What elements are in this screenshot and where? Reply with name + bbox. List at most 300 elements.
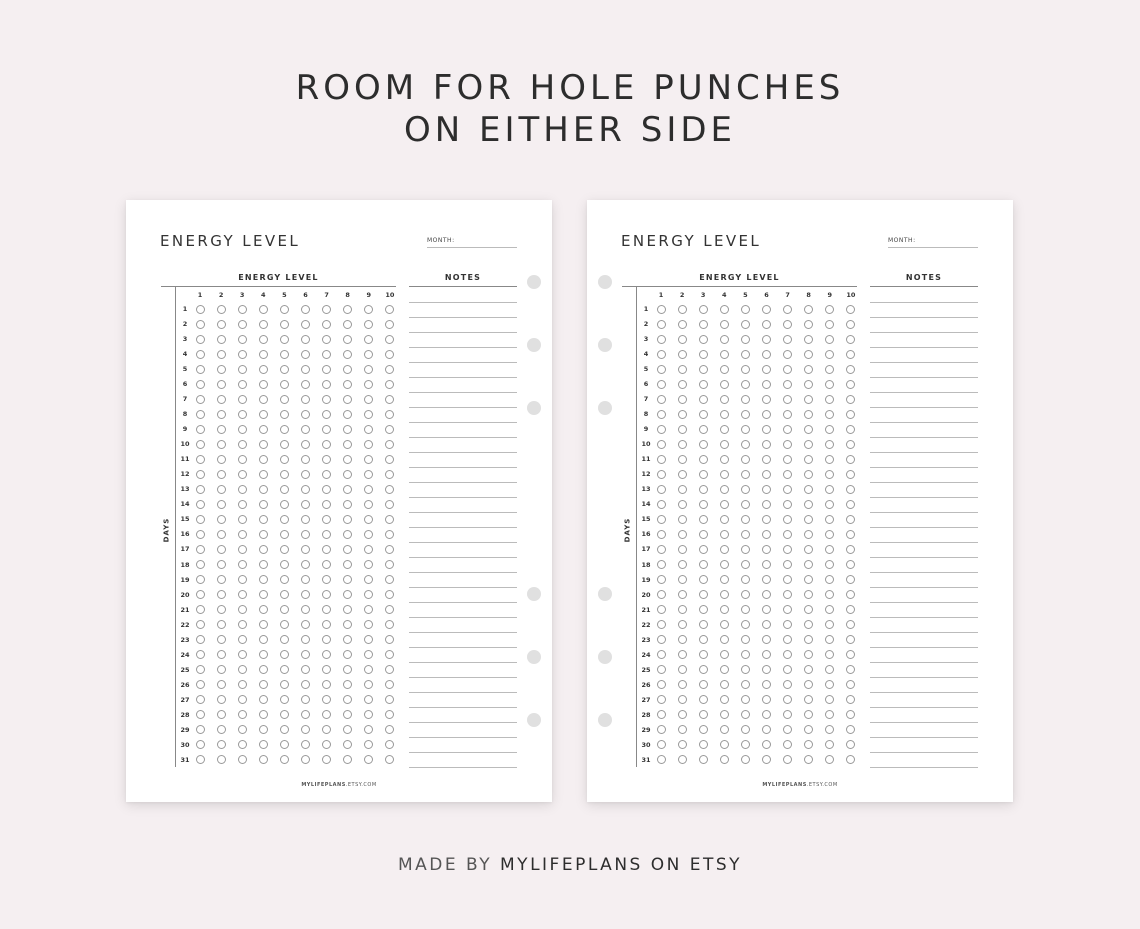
level-column-number: 4: [722, 291, 727, 299]
energy-circle: [322, 665, 331, 674]
energy-circle: [741, 755, 750, 764]
energy-circle: [238, 455, 247, 464]
energy-circle: [322, 590, 331, 599]
day-row-number: 3: [182, 335, 188, 344]
note-line: [870, 752, 978, 753]
energy-circle: [385, 425, 394, 434]
day-row-number: 27: [180, 695, 190, 704]
energy-circle: [280, 350, 289, 359]
energy-circle: [301, 680, 310, 689]
energy-circle: [657, 530, 666, 539]
energy-circle: [741, 560, 750, 569]
energy-circle: [238, 695, 247, 704]
energy-circle: [720, 605, 729, 614]
note-line: [870, 362, 978, 363]
energy-circle: [783, 620, 792, 629]
energy-circle: [217, 560, 226, 569]
energy-circle: [217, 485, 226, 494]
energy-circle: [322, 440, 331, 449]
energy-circle: [280, 725, 289, 734]
energy-circle: [385, 485, 394, 494]
energy-circle: [678, 680, 687, 689]
energy-circle: [259, 470, 268, 479]
energy-circle: [678, 575, 687, 584]
page-credit-brand: MYLIFEPLANS: [301, 782, 346, 788]
energy-circle: [804, 485, 813, 494]
energy-circle: [259, 500, 268, 509]
note-line: [409, 317, 517, 318]
energy-circle: [364, 485, 373, 494]
energy-circle: [217, 575, 226, 584]
energy-circle: [678, 485, 687, 494]
energy-circle: [343, 500, 352, 509]
energy-circle: [238, 710, 247, 719]
energy-circle: [699, 425, 708, 434]
hole-punch-marker: [598, 275, 612, 289]
energy-circle: [678, 320, 687, 329]
day-row-number: 26: [180, 680, 190, 689]
energy-circle: [657, 665, 666, 674]
energy-circle: [259, 425, 268, 434]
energy-circle: [657, 305, 666, 314]
note-line: [409, 557, 517, 558]
energy-circle: [825, 650, 834, 659]
energy-circle: [238, 620, 247, 629]
energy-circle: [720, 395, 729, 404]
energy-circle: [720, 455, 729, 464]
energy-circle: [196, 350, 205, 359]
energy-circle: [385, 620, 394, 629]
energy-circle: [217, 665, 226, 674]
energy-circle: [783, 605, 792, 614]
energy-circle: [699, 545, 708, 554]
energy-circle: [301, 665, 310, 674]
note-line: [870, 632, 978, 633]
energy-circle: [846, 545, 855, 554]
energy-circle: [196, 440, 205, 449]
energy-circle: [385, 710, 394, 719]
energy-circle: [783, 395, 792, 404]
note-line: [409, 482, 517, 483]
energy-circle: [301, 530, 310, 539]
energy-circle: [385, 665, 394, 674]
energy-circle: [259, 455, 268, 464]
day-row-number: 20: [641, 590, 651, 599]
hole-punch-marker: [527, 713, 541, 727]
energy-circle: [343, 320, 352, 329]
day-row-number: 29: [180, 725, 190, 734]
energy-circle: [196, 665, 205, 674]
energy-circle: [385, 605, 394, 614]
energy-circle: [762, 755, 771, 764]
energy-circle: [217, 350, 226, 359]
energy-circle: [301, 575, 310, 584]
energy-circle: [720, 695, 729, 704]
energy-circle: [720, 740, 729, 749]
energy-circle: [846, 620, 855, 629]
energy-circle: [238, 665, 247, 674]
energy-circle: [804, 440, 813, 449]
energy-circle: [657, 605, 666, 614]
energy-circle: [259, 695, 268, 704]
energy-circle: [238, 440, 247, 449]
energy-circle: [364, 755, 373, 764]
energy-circle: [301, 740, 310, 749]
energy-circle: [238, 590, 247, 599]
energy-circle: [196, 530, 205, 539]
energy-circle: [846, 695, 855, 704]
energy-circle: [720, 710, 729, 719]
energy-circle: [783, 380, 792, 389]
energy-circle: [238, 530, 247, 539]
energy-circle: [217, 710, 226, 719]
day-row-number: 5: [182, 365, 188, 374]
energy-circle: [280, 590, 289, 599]
energy-circle: [196, 500, 205, 509]
energy-circle: [804, 620, 813, 629]
energy-circle: [322, 470, 331, 479]
energy-circle: [280, 530, 289, 539]
energy-circle: [343, 695, 352, 704]
energy-circle: [217, 500, 226, 509]
energy-circle: [825, 485, 834, 494]
energy-circle: [825, 410, 834, 419]
note-line: [409, 497, 517, 498]
note-line: [409, 452, 517, 453]
energy-circle: [364, 500, 373, 509]
day-row-number: 29: [641, 725, 651, 734]
energy-circle: [385, 680, 394, 689]
energy-circle: [741, 635, 750, 644]
energy-circle: [783, 425, 792, 434]
energy-circle: [196, 410, 205, 419]
energy-circle: [846, 485, 855, 494]
energy-circle: [804, 755, 813, 764]
note-line: [870, 557, 978, 558]
note-line: [409, 677, 517, 678]
footer-credit-brand: MYLIFEPLANS ON ETSY: [500, 855, 743, 875]
energy-circle: [364, 680, 373, 689]
energy-circle: [741, 440, 750, 449]
energy-circle: [678, 305, 687, 314]
energy-circle: [720, 515, 729, 524]
energy-circle: [783, 485, 792, 494]
day-row-number: 9: [643, 425, 649, 434]
energy-circle: [804, 575, 813, 584]
energy-circle: [238, 470, 247, 479]
energy-circle: [301, 635, 310, 644]
energy-circle: [196, 305, 205, 314]
energy-circle: [385, 725, 394, 734]
energy-circle: [322, 530, 331, 539]
energy-circle: [804, 350, 813, 359]
energy-circle: [657, 635, 666, 644]
note-line: [409, 707, 517, 708]
energy-circle: [322, 680, 331, 689]
energy-circle: [322, 320, 331, 329]
energy-circle: [783, 695, 792, 704]
note-line: [409, 437, 517, 438]
energy-circle: [762, 350, 771, 359]
energy-circle: [301, 620, 310, 629]
energy-circle: [699, 680, 708, 689]
energy-circle: [825, 455, 834, 464]
energy-circle: [280, 395, 289, 404]
energy-circle: [678, 605, 687, 614]
energy-circle: [678, 665, 687, 674]
energy-circle: [699, 335, 708, 344]
energy-circle: [720, 530, 729, 539]
energy-circle: [196, 710, 205, 719]
energy-circle: [720, 425, 729, 434]
energy-circle: [280, 410, 289, 419]
note-line: [870, 707, 978, 708]
energy-circle: [804, 635, 813, 644]
energy-circle: [678, 410, 687, 419]
energy-circle: [280, 425, 289, 434]
day-row-number: 2: [182, 320, 188, 329]
day-row-number: 13: [641, 485, 651, 494]
energy-circle: [343, 425, 352, 434]
energy-circle: [343, 755, 352, 764]
energy-circle: [364, 470, 373, 479]
energy-circle: [783, 440, 792, 449]
day-row-number: 4: [643, 350, 649, 359]
energy-circle: [657, 620, 666, 629]
energy-circle: [804, 680, 813, 689]
energy-circle: [364, 545, 373, 554]
energy-circle: [259, 350, 268, 359]
day-row-number: 6: [643, 380, 649, 389]
energy-circle: [280, 485, 289, 494]
energy-circle: [804, 605, 813, 614]
energy-circle: [385, 545, 394, 554]
days-rule: [175, 287, 176, 767]
note-line: [409, 347, 517, 348]
energy-circle: [238, 320, 247, 329]
note-line: [409, 752, 517, 753]
energy-circle: [825, 515, 834, 524]
energy-circle: [259, 410, 268, 419]
energy-circle: [238, 755, 247, 764]
energy-circle: [720, 560, 729, 569]
energy-circle: [825, 500, 834, 509]
energy-circle: [846, 380, 855, 389]
day-row-number: 19: [180, 575, 190, 584]
energy-circle: [196, 590, 205, 599]
level-column-number: 8: [345, 291, 350, 299]
energy-circle: [217, 515, 226, 524]
energy-circle: [343, 635, 352, 644]
energy-circle: [280, 515, 289, 524]
page-credit-brand: MYLIFEPLANS: [762, 782, 807, 788]
energy-circle: [699, 440, 708, 449]
hole-punch-marker: [598, 713, 612, 727]
energy-circle: [657, 560, 666, 569]
energy-circle: [804, 710, 813, 719]
energy-circle: [741, 350, 750, 359]
energy-circle: [322, 350, 331, 359]
level-column-number: 6: [764, 291, 769, 299]
energy-circle: [385, 350, 394, 359]
hole-punch-marker: [598, 401, 612, 415]
day-row-number: 20: [180, 590, 190, 599]
energy-circle: [678, 740, 687, 749]
energy-circle: [657, 320, 666, 329]
energy-circle: [343, 440, 352, 449]
day-row-number: 17: [641, 545, 651, 554]
energy-circle: [301, 365, 310, 374]
energy-circle: [343, 410, 352, 419]
energy-circle: [343, 545, 352, 554]
energy-circle: [846, 680, 855, 689]
energy-circle: [741, 695, 750, 704]
energy-circle: [238, 335, 247, 344]
energy-circle: [846, 410, 855, 419]
day-row-number: 15: [180, 515, 190, 524]
headline-line-2: ON EITHER SIDE: [403, 110, 737, 150]
energy-circle: [720, 755, 729, 764]
day-row-number: 11: [641, 455, 651, 464]
energy-circle: [699, 650, 708, 659]
energy-circle: [196, 755, 205, 764]
energy-circle: [322, 725, 331, 734]
energy-circle: [678, 710, 687, 719]
energy-circle: [762, 470, 771, 479]
energy-circle: [217, 650, 226, 659]
energy-circle: [322, 395, 331, 404]
energy-circle: [343, 515, 352, 524]
energy-circle: [385, 305, 394, 314]
note-line: [409, 692, 517, 693]
note-line: [870, 587, 978, 588]
day-row-number: 19: [641, 575, 651, 584]
energy-circle: [217, 320, 226, 329]
day-row-number: 8: [182, 410, 188, 419]
energy-circle: [825, 380, 834, 389]
level-column-number: 4: [261, 291, 266, 299]
energy-circle: [825, 365, 834, 374]
energy-circle: [385, 335, 394, 344]
energy-circle: [720, 470, 729, 479]
energy-circle: [343, 605, 352, 614]
energy-circle: [280, 440, 289, 449]
energy-circle: [217, 725, 226, 734]
energy-circle: [804, 425, 813, 434]
energy-circle: [657, 485, 666, 494]
energy-circle: [678, 440, 687, 449]
energy-circle: [259, 680, 268, 689]
energy-circle: [322, 500, 331, 509]
energy-circle: [741, 515, 750, 524]
energy-circle: [762, 320, 771, 329]
day-row-number: 31: [641, 755, 651, 764]
energy-circle: [259, 380, 268, 389]
energy-circle: [238, 380, 247, 389]
energy-circle: [259, 440, 268, 449]
energy-circle: [741, 575, 750, 584]
energy-circle: [259, 320, 268, 329]
energy-circle: [259, 530, 268, 539]
energy-circle: [846, 350, 855, 359]
energy-circle: [196, 455, 205, 464]
energy-circle: [238, 485, 247, 494]
energy-circle: [741, 605, 750, 614]
note-line: [409, 362, 517, 363]
level-column-number: 9: [366, 291, 372, 299]
energy-circle: [343, 665, 352, 674]
energy-circle: [699, 470, 708, 479]
energy-circle: [217, 395, 226, 404]
energy-circle: [657, 695, 666, 704]
energy-circle: [678, 380, 687, 389]
month-field: MONTH:: [427, 237, 517, 248]
energy-circle: [762, 740, 771, 749]
energy-circle: [804, 320, 813, 329]
day-row-number: 24: [180, 650, 190, 659]
energy-circle: [699, 305, 708, 314]
energy-circle: [741, 500, 750, 509]
day-row-number: 24: [641, 650, 651, 659]
energy-circle: [741, 530, 750, 539]
energy-circle: [720, 320, 729, 329]
energy-circle: [720, 335, 729, 344]
day-row-number: 12: [180, 470, 190, 479]
energy-circle: [699, 485, 708, 494]
energy-circle: [846, 605, 855, 614]
note-line: [409, 392, 517, 393]
energy-circle: [720, 365, 729, 374]
energy-circle: [846, 335, 855, 344]
energy-circle: [343, 650, 352, 659]
day-row-number: 21: [180, 605, 190, 614]
energy-circle: [825, 725, 834, 734]
energy-circle: [196, 650, 205, 659]
energy-circle: [762, 305, 771, 314]
energy-circle: [301, 545, 310, 554]
energy-circle: [825, 680, 834, 689]
energy-level-header: ENERGY LEVEL: [699, 273, 780, 282]
energy-circle: [825, 440, 834, 449]
energy-circle: [804, 740, 813, 749]
energy-circle: [238, 350, 247, 359]
energy-circle: [762, 425, 771, 434]
energy-circle: [301, 320, 310, 329]
energy-circle: [804, 545, 813, 554]
energy-circle: [804, 665, 813, 674]
page-credit-domain: .ETSY.COM: [806, 782, 838, 788]
level-column-number: 1: [658, 291, 664, 299]
energy-circle: [657, 455, 666, 464]
energy-circle: [280, 335, 289, 344]
energy-circle: [804, 650, 813, 659]
hole-punch-marker: [527, 338, 541, 352]
energy-circle: [322, 515, 331, 524]
day-row-number: 17: [180, 545, 190, 554]
level-column-number: 10: [385, 291, 395, 299]
energy-circle: [280, 650, 289, 659]
note-line: [409, 302, 517, 303]
energy-circle: [783, 410, 792, 419]
note-line: [870, 542, 978, 543]
energy-circle: [385, 500, 394, 509]
energy-circle: [678, 365, 687, 374]
energy-circle: [825, 740, 834, 749]
energy-circle: [657, 710, 666, 719]
note-line: [409, 332, 517, 333]
note-line: [409, 572, 517, 573]
energy-circle: [762, 515, 771, 524]
